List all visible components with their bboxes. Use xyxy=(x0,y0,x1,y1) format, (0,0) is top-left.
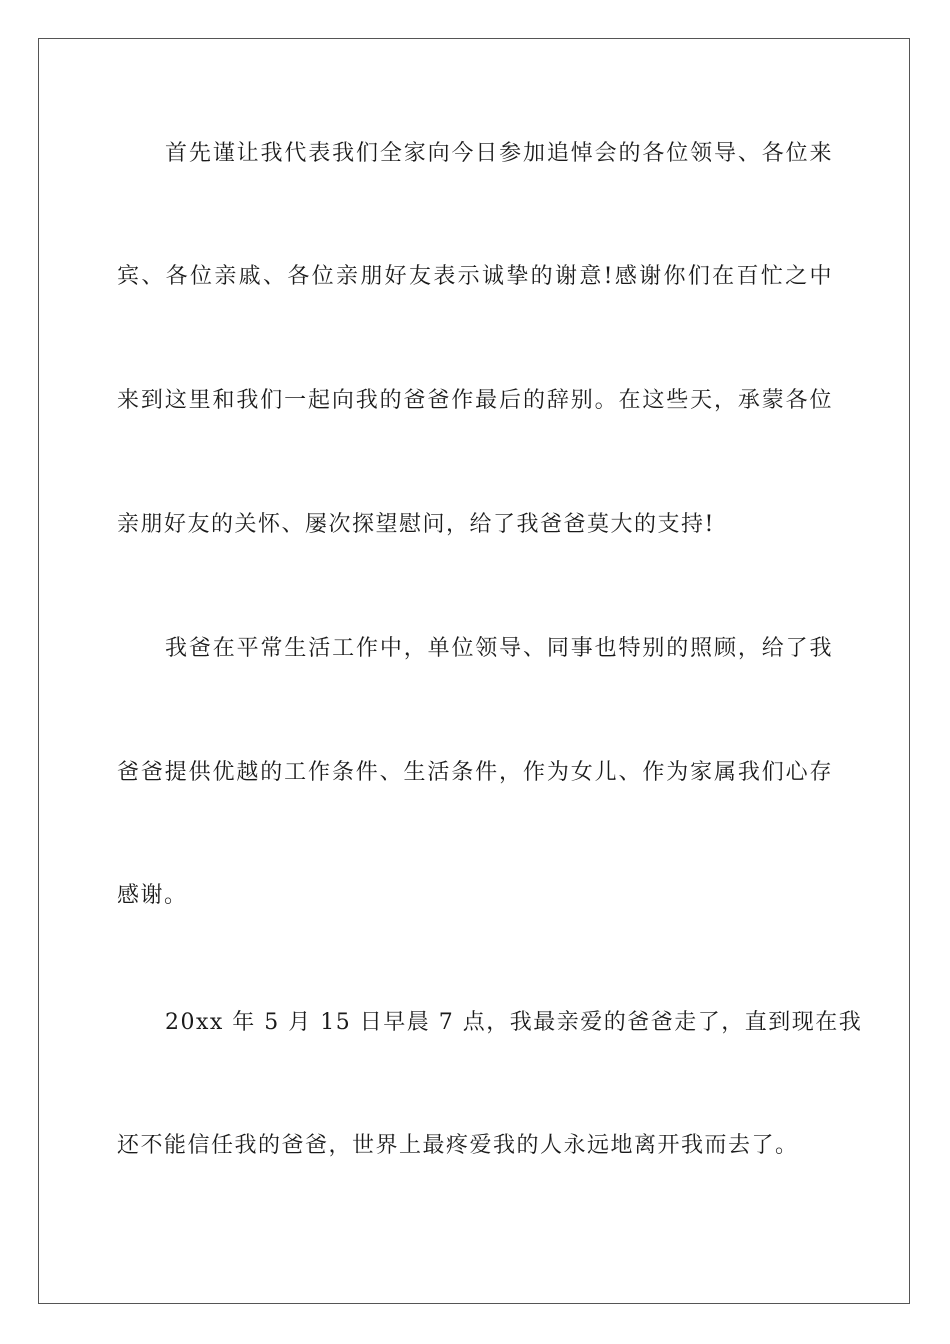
paragraph-3-line-2: 还不能信任我的爸爸，世界上最疼爱我的人永远地离开我而去了。 xyxy=(117,1133,799,1158)
paragraph-2-line-2: 爸爸提供优越的工作条件、生活条件，作为女儿、作为家属我们心存 xyxy=(117,760,833,785)
paragraph-1-line-1: 首先谨让我代表我们全家向今日参加追悼会的各位领导、各位来 xyxy=(165,141,833,166)
paragraph-2-line-1: 我爸在平常生活工作中，单位领导、同事也特别的照顾，给了我 xyxy=(165,636,833,661)
paragraph-1-line-3: 来到这里和我们一起向我的爸爸作最后的辞别。在这些天，承蒙各位 xyxy=(117,388,833,413)
page-border xyxy=(38,38,910,1304)
paragraph-1-line-2: 宾、各位亲戚、各位亲朋好友表示诚挚的谢意!感谢你们在百忙之中 xyxy=(117,264,833,289)
paragraph-1-line-4: 亲朋好友的关怀、屡次探望慰问，给了我爸爸莫大的支持! xyxy=(117,512,715,537)
paragraph-3-line-1: 20xx 年 5 月 15 日早晨 7 点，我最亲爱的爸爸走了，直到现在我 xyxy=(165,1010,863,1035)
paragraph-2-line-3: 感谢。 xyxy=(117,883,188,908)
